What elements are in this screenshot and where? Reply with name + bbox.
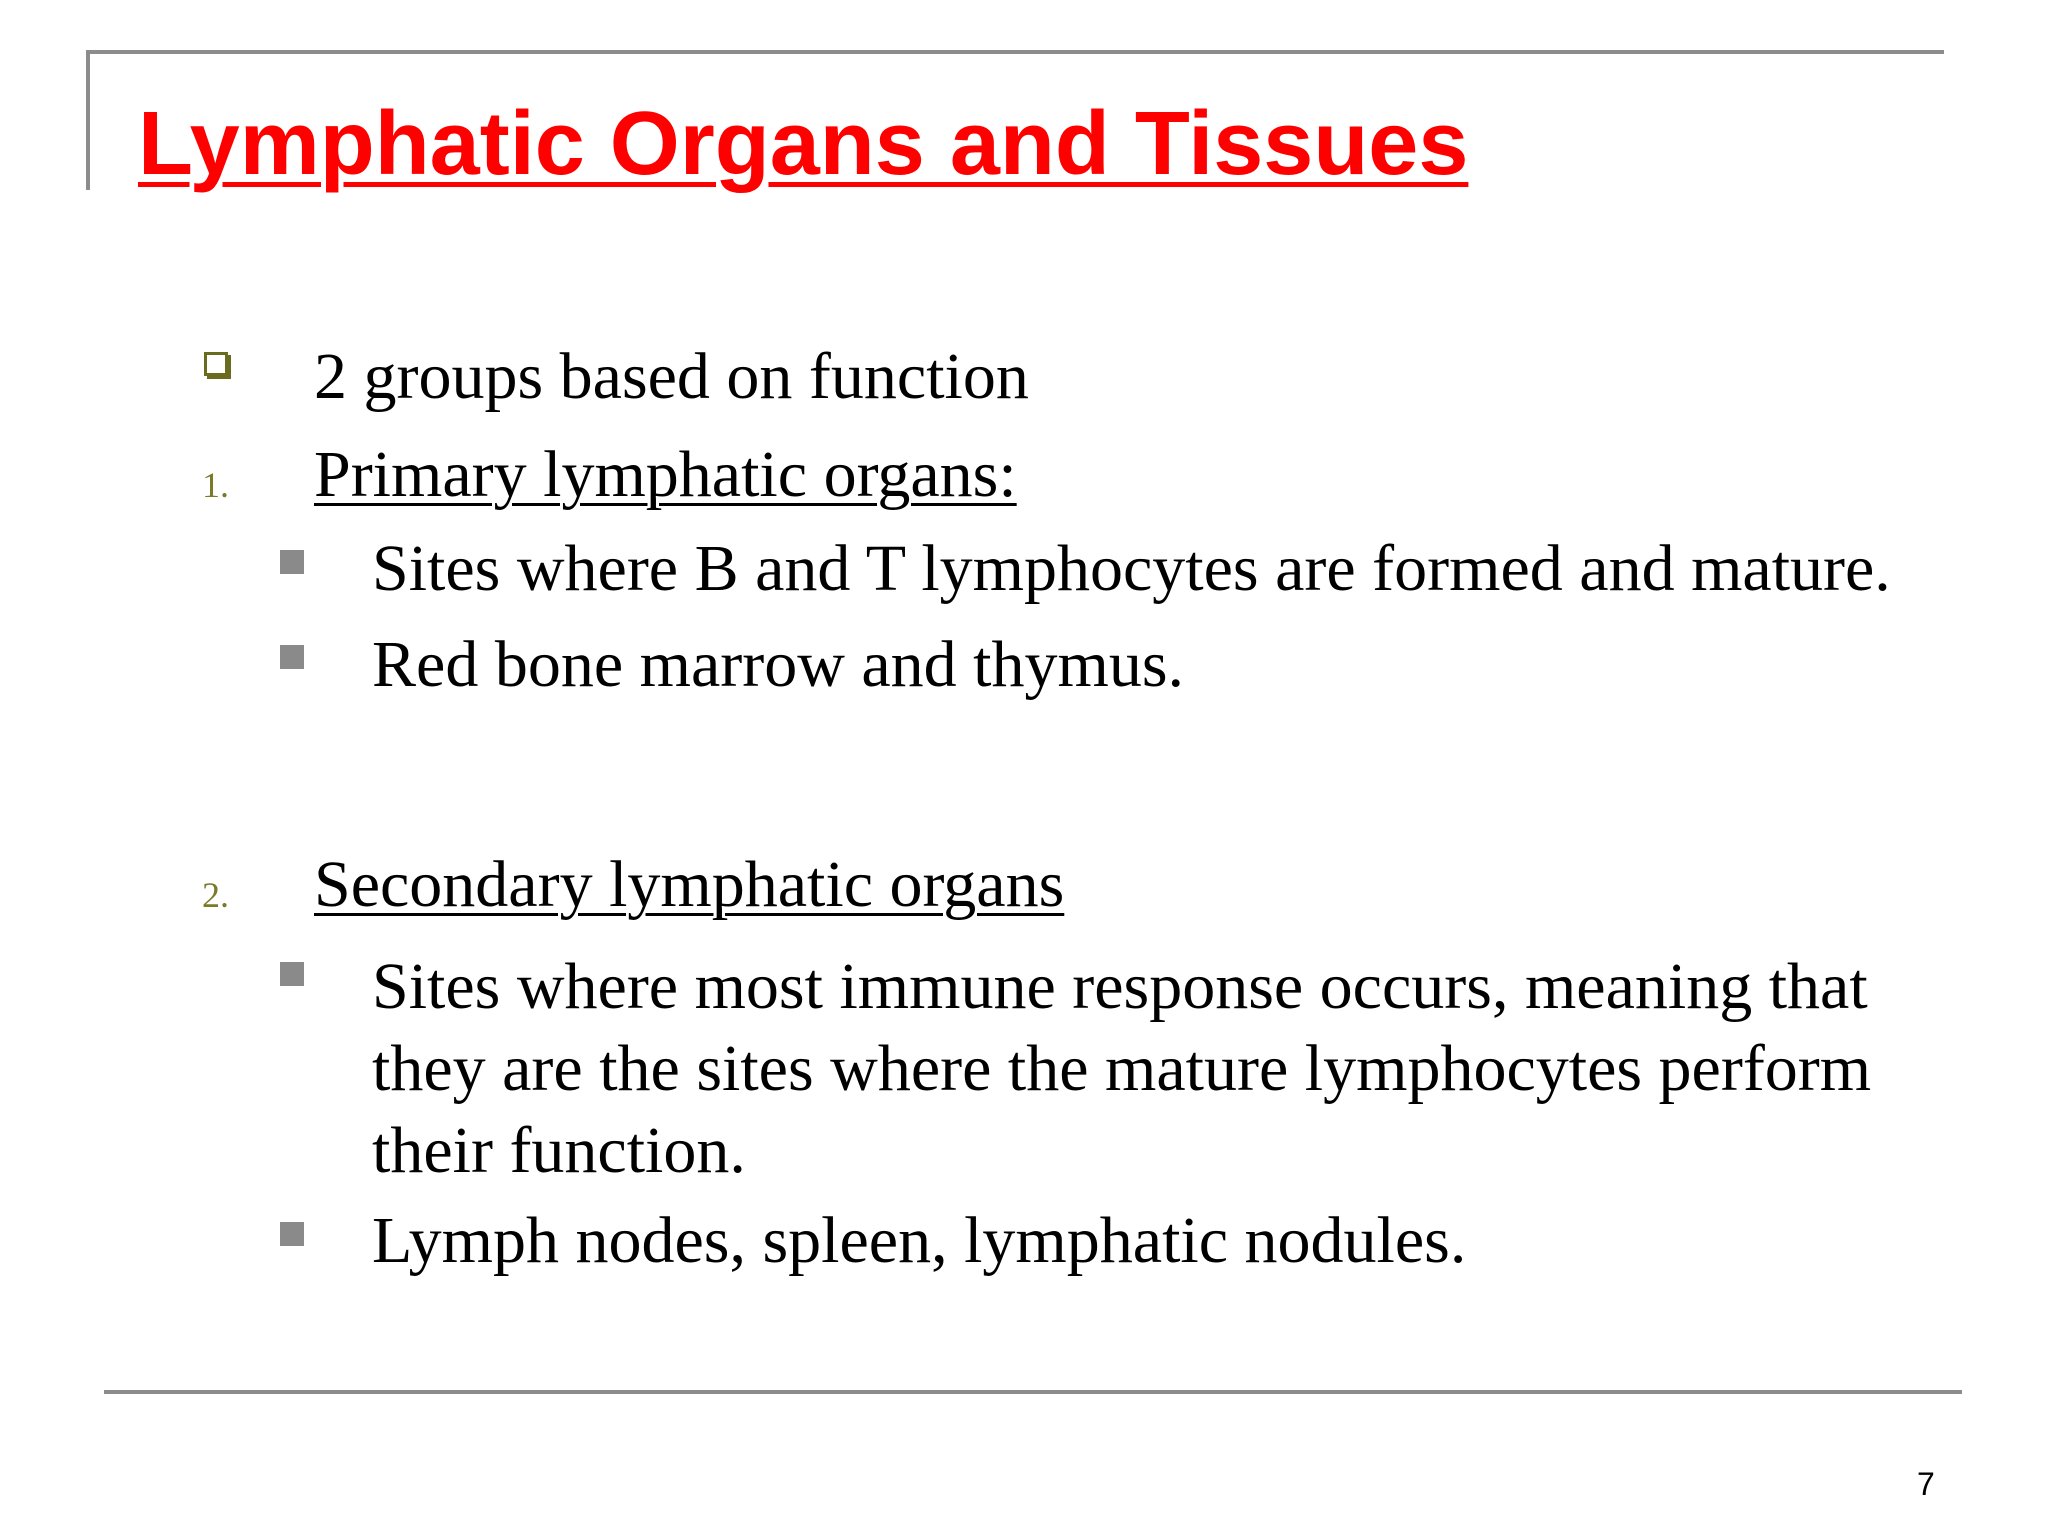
group-2-bullet-2: Lymph nodes, spleen, lymphatic nodules. xyxy=(372,1204,1467,1277)
group-1-bullet-2: Red bone marrow and thymus. xyxy=(372,628,1185,701)
checkbox-bullet-icon xyxy=(204,352,228,376)
group-2-bullet-1: Sites where most immune response occurs, meaning that they are the sites where the mature lymphocytes perform their function. xyxy=(372,950,1872,1187)
intro-text: 2 groups based on function xyxy=(314,340,1029,413)
group-1-heading: Primary lymphatic organs: xyxy=(314,438,1017,511)
square-bullet-icon xyxy=(280,645,304,669)
top-border-line xyxy=(86,50,1944,54)
square-bullet-icon xyxy=(280,1222,304,1246)
slide-title: Lymphatic Organs and Tissues xyxy=(138,94,1469,194)
left-border-line xyxy=(86,50,90,190)
square-bullet-icon xyxy=(280,550,304,574)
bottom-border-line xyxy=(104,1390,1962,1394)
square-bullet-icon xyxy=(280,962,304,986)
group-1-bullet-1: Sites where B and T lymphocytes are formed and mature. xyxy=(372,532,1891,605)
group-2-number: 2. xyxy=(202,875,229,915)
group-1-number: 1. xyxy=(202,465,229,505)
group-2-heading: Secondary lymphatic organs xyxy=(314,848,1065,921)
page-number: 7 xyxy=(1917,1466,1935,1502)
